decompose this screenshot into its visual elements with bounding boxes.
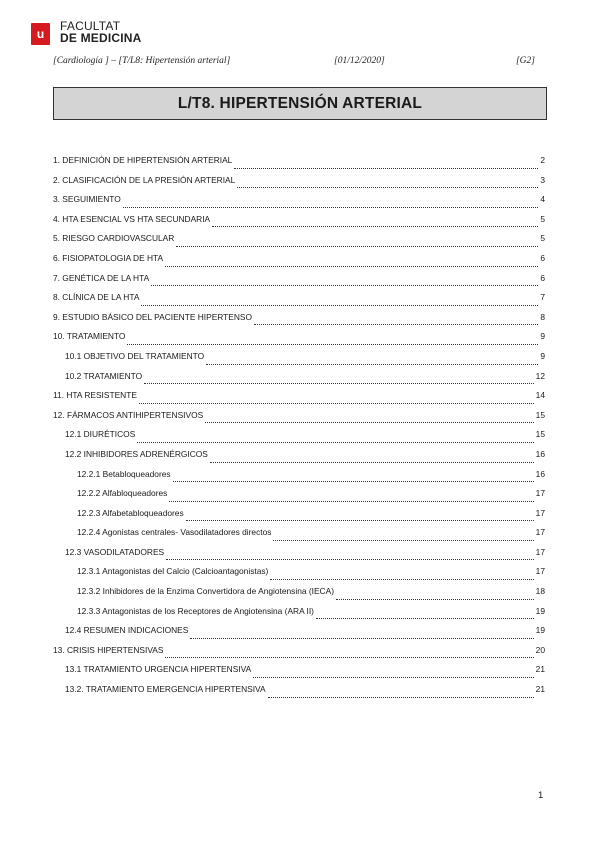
toc-entry-label: 12.2.3 Alfabetabloqueadores bbox=[77, 507, 184, 518]
page-number: 1 bbox=[538, 790, 544, 801]
toc-entry[interactable] bbox=[53, 547, 545, 567]
title-box bbox=[53, 87, 547, 120]
toc-entry-page: 8 bbox=[540, 311, 545, 322]
toc-entry-page: 17 bbox=[535, 546, 545, 557]
toc-entry[interactable] bbox=[53, 351, 545, 371]
toc-entry-label: 11. HTA RESISTENTE bbox=[53, 390, 137, 401]
toc-entry-label: 5. RIESGO CARDIOVASCULAR bbox=[53, 233, 175, 244]
toc-entry-page: 21 bbox=[535, 684, 545, 695]
toc-entry-page: 17 bbox=[535, 527, 545, 538]
toc-entry-page: 19 bbox=[535, 625, 545, 636]
toc-entry-label: 1. DEFINICIÓN DE HIPERTENSIÓN ARTERIAL bbox=[53, 155, 233, 165]
toc-entry-label: 10. TRATAMIENTO bbox=[53, 331, 126, 342]
toc-entry-label: 12.4 RESUMEN INDICACIONES bbox=[65, 625, 189, 636]
toc-entry-page: 16 bbox=[535, 448, 545, 459]
toc-entry-page: 19 bbox=[535, 605, 545, 616]
toc-entry-label: 12.3.3 Antagonistas de los Receptores de Angiotensina (ARA II) bbox=[77, 605, 314, 616]
toc-entry-page: 16 bbox=[535, 468, 545, 479]
toc-entry-page: 15 bbox=[535, 429, 545, 440]
toc-entry-label: 2. CLASIFICACIÓN DE LA PRESIÓN ARTERIAL bbox=[53, 174, 236, 185]
toc-entry-page: 5 bbox=[540, 233, 545, 244]
toc-entry-label: 8. CLÍNICA DE LA HTA bbox=[53, 292, 140, 303]
toc-entry-label: 12.3.1 Antagonistas del Calcio (Calcioantagonistas) bbox=[77, 566, 269, 577]
toc-entry[interactable] bbox=[53, 273, 545, 293]
toc-entry-label: 13.2. TRATAMIENTO EMERGENCIA HIPERTENSIVA bbox=[65, 684, 266, 695]
toc-dot-leader bbox=[190, 638, 533, 639]
toc-entry[interactable] bbox=[53, 155, 545, 175]
toc-entry[interactable] bbox=[53, 410, 545, 430]
toc-entry-label: 12.1 DIURÉTICOS bbox=[65, 429, 136, 440]
toc-dot-leader bbox=[316, 618, 534, 619]
toc-entry-page: 21 bbox=[535, 664, 545, 675]
toc-entry-label: 12.2.1 Betabloqueadores bbox=[77, 468, 171, 479]
toc-entry[interactable] bbox=[53, 449, 545, 469]
toc-dot-leader bbox=[210, 462, 534, 463]
toc-dot-leader bbox=[253, 677, 534, 678]
toc-entry-page: 17 bbox=[535, 488, 545, 499]
toc-dot-leader bbox=[123, 207, 539, 208]
toc-dot-leader bbox=[165, 266, 538, 267]
toc-entry[interactable] bbox=[53, 488, 545, 508]
toc-entry-label: 12.2 INHIBIDORES ADRENÉRGICOS bbox=[65, 448, 208, 459]
toc-entry-page: 6 bbox=[540, 252, 545, 263]
toc-entry-page: 17 bbox=[535, 566, 545, 577]
toc-dot-leader bbox=[336, 599, 534, 600]
toc-entry[interactable] bbox=[53, 371, 545, 391]
toc-entry-label: 7. GENÉTICA DE LA HTA bbox=[53, 272, 150, 283]
toc-entry[interactable] bbox=[53, 331, 545, 351]
toc-entry-label: 10.1 OBJETIVO DEL TRATAMIENTO bbox=[65, 350, 205, 361]
toc-entry-page: 12 bbox=[535, 370, 545, 381]
toc-entry[interactable] bbox=[53, 606, 545, 626]
toc-entry-page: 18 bbox=[535, 586, 545, 597]
header-group: [G2] bbox=[515, 56, 535, 66]
toc-entry[interactable] bbox=[53, 527, 545, 547]
faculty-name-line1: FACULTAT bbox=[60, 19, 121, 33]
toc-entry-page: 9 bbox=[540, 331, 545, 342]
toc-entry-label: 9. ESTUDIO BÁSICO DEL PACIENTE HIPERTENSO bbox=[53, 311, 253, 322]
toc-entry[interactable] bbox=[53, 566, 545, 586]
toc-dot-leader bbox=[212, 226, 538, 227]
university-logo-icon: u bbox=[31, 23, 50, 45]
toc-dot-leader bbox=[237, 187, 538, 188]
toc-entry-page: 15 bbox=[535, 409, 545, 420]
toc-entry-label: 13. CRISIS HIPERTENSIVAS bbox=[53, 644, 164, 655]
toc-dot-leader bbox=[176, 246, 538, 247]
toc-dot-leader bbox=[137, 442, 533, 443]
toc-entry[interactable] bbox=[53, 508, 545, 528]
toc-dot-leader bbox=[205, 422, 534, 423]
toc-entry[interactable] bbox=[53, 233, 545, 253]
toc-dot-leader bbox=[186, 520, 534, 521]
toc-dot-leader bbox=[169, 501, 533, 502]
toc-entry-label: 12.3 VASODILATADORES bbox=[65, 546, 165, 557]
toc-entry-page: 2 bbox=[540, 155, 545, 165]
toc-entry-label: 12.3.2 Inhibidores de la Enzima Convertidora de Angiotensina (IECA) bbox=[77, 586, 334, 597]
toc-entry-label: 12. FÁRMACOS ANTIHIPERTENSIVOS bbox=[53, 409, 204, 420]
toc-dot-leader bbox=[166, 559, 534, 560]
toc-entry[interactable] bbox=[53, 253, 545, 273]
header-subject: [Cardiología ] – [T/L8: Hipertensión arterial] bbox=[53, 56, 231, 66]
faculty-logo bbox=[31, 20, 142, 45]
toc-entry-label: 12.2.2 Alfabloqueadores bbox=[77, 488, 168, 499]
toc-dot-leader bbox=[268, 697, 534, 698]
toc-entry-page: 20 bbox=[535, 644, 545, 655]
toc-entry-page: 14 bbox=[535, 390, 545, 401]
header-date: [01/12/2020] bbox=[334, 56, 385, 66]
toc-entry-page: 4 bbox=[540, 194, 545, 205]
faculty-name-line2: DE MEDICINA bbox=[60, 31, 142, 45]
toc-entry-page: 5 bbox=[540, 213, 545, 224]
toc-dot-leader bbox=[151, 285, 538, 286]
toc-dot-leader bbox=[165, 657, 533, 658]
toc-entry[interactable] bbox=[53, 664, 545, 684]
toc-dot-leader bbox=[144, 383, 534, 384]
faculty-name bbox=[60, 20, 142, 44]
toc-dot-leader bbox=[273, 540, 533, 541]
toc-entry[interactable] bbox=[53, 625, 545, 645]
toc-entry-label: 13.1 TRATAMIENTO URGENCIA HIPERTENSIVA bbox=[65, 664, 252, 675]
toc-dot-leader bbox=[141, 305, 538, 306]
toc-dot-leader bbox=[127, 344, 538, 345]
toc-entry-label: 12.2.4 Agonistas centrales- Vasodilatadores directos bbox=[77, 527, 272, 538]
toc-entry-page: 3 bbox=[540, 174, 545, 185]
toc-dot-leader bbox=[173, 481, 534, 482]
toc-entry-page: 7 bbox=[540, 292, 545, 303]
toc-entry[interactable] bbox=[53, 292, 545, 312]
toc-dot-leader bbox=[234, 168, 538, 169]
toc-entry[interactable] bbox=[53, 194, 545, 214]
document-header bbox=[53, 56, 535, 68]
toc-entry[interactable] bbox=[53, 429, 545, 449]
toc-dot-leader bbox=[206, 364, 538, 365]
toc-entry[interactable] bbox=[53, 586, 545, 606]
toc-entry-label: 10.2 TRATAMIENTO bbox=[65, 370, 143, 381]
toc-entry[interactable] bbox=[53, 390, 545, 410]
toc-entry[interactable] bbox=[53, 469, 545, 489]
toc-entry[interactable] bbox=[53, 645, 545, 665]
toc-entry-page: 6 bbox=[540, 272, 545, 283]
toc-entry-label: 3. SEGUIMIENTO bbox=[53, 194, 121, 205]
toc-entry[interactable] bbox=[53, 312, 545, 332]
toc-entry-label: 6. FISIOPATOLOGIA DE HTA bbox=[53, 252, 164, 263]
toc-dot-leader bbox=[139, 403, 534, 404]
toc-entry-label: 4. HTA ESENCIAL VS HTA SECUNDARIA bbox=[53, 213, 211, 224]
toc-dot-leader bbox=[270, 579, 533, 580]
toc-entry[interactable] bbox=[53, 175, 545, 195]
toc-entry-page: 9 bbox=[540, 350, 545, 361]
toc-entry-page: 17 bbox=[535, 507, 545, 518]
document-title: L/T8. HIPERTENSIÓN ARTERIAL bbox=[177, 94, 423, 112]
toc-entry[interactable] bbox=[53, 684, 545, 704]
table-of-contents bbox=[53, 155, 545, 704]
toc-entry[interactable] bbox=[53, 214, 545, 234]
toc-dot-leader bbox=[254, 324, 538, 325]
